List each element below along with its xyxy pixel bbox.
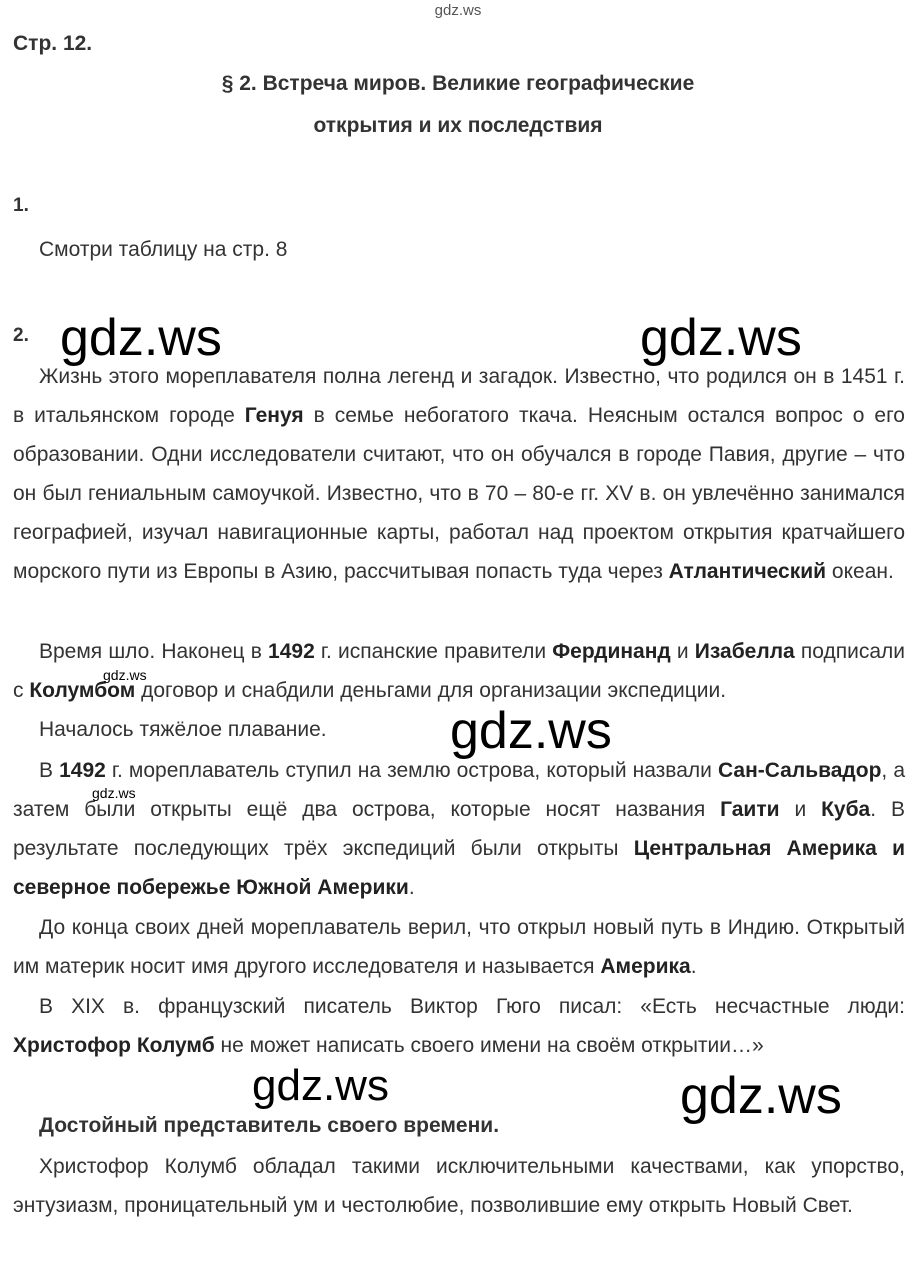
page-label: Стр. 12. bbox=[13, 32, 93, 55]
text-span: и bbox=[670, 640, 695, 663]
text-span: До конца своих дней мореплаватель верил, что открыл новый путь в Индию. Открытый им материк носит имя другого исследователя и называется bbox=[13, 916, 905, 978]
bold-term-central-america: Центральная Америка и северное побережье Южной Америки bbox=[13, 837, 905, 899]
watermark-large: gdz.ws bbox=[680, 1067, 842, 1125]
bold-term-columbus: Колумбом bbox=[29, 679, 136, 702]
paragraph-2 bbox=[13, 632, 905, 710]
bold-term-america: Америка bbox=[600, 955, 691, 978]
text-span: Время шло. Наконец в bbox=[39, 640, 269, 663]
bold-term-isabella: Изабелла bbox=[694, 640, 795, 663]
text-span: г. испанские правители bbox=[314, 640, 553, 663]
text-span: и bbox=[779, 798, 822, 821]
section-title-line-2: открытия и их последствия bbox=[313, 114, 603, 137]
bold-term-san-salvador: Сан-Сальвадор bbox=[717, 759, 882, 782]
paragraph-1 bbox=[13, 357, 905, 591]
question-2-number: 2. bbox=[13, 325, 29, 346]
text-span: В bbox=[39, 759, 60, 782]
watermark-small: gdz.ws bbox=[92, 785, 136, 801]
text-span: океан. bbox=[826, 560, 894, 583]
watermark-large: gdz.ws bbox=[60, 309, 222, 367]
paragraph-6 bbox=[13, 987, 905, 1065]
bold-term-haiti: Гаити bbox=[720, 798, 780, 821]
text-span: Жизнь этого мореплавателя полна легенд и загадок. Известно, что родился он в 1451 г. в итальянском городе bbox=[13, 365, 905, 427]
watermark-small: gdz.ws bbox=[103, 667, 147, 683]
watermark-large: gdz.ws bbox=[640, 309, 802, 367]
paragraph-5 bbox=[13, 908, 905, 986]
paragraph-3: Началось тяжёлое плавание. bbox=[39, 718, 327, 741]
question-1-number: 1. bbox=[13, 195, 29, 216]
bold-term-cuba: Куба bbox=[821, 798, 871, 821]
question-1-answer: Смотри таблицу на стр. 8 bbox=[39, 238, 288, 261]
text-span: В XIX в. французский писатель Виктор Гюго писал: «Есть несчастные люди: bbox=[39, 995, 905, 1018]
subheading: Достойный представитель своего времени. bbox=[39, 1114, 500, 1137]
text-span: в семье небогатого ткача. Неясным остался вопрос о его образовании. Одни исследователи считают, что он обучался в городе Павия, другие – что он был гениальным самоучкой. Известно, что в 70 – 80-е гг. XV в. он увлечённо занимался географией, изучал навигационные карты, работал над проектом открытия кратчайшего морского пути из Европы в Азию, рассчитывая попасть туда через bbox=[13, 404, 905, 583]
text-span: г. мореплаватель ступил на землю острова, который назвали bbox=[105, 759, 718, 782]
text-span: . bbox=[408, 876, 415, 899]
bold-term-atlantic: Атлантический bbox=[668, 560, 827, 583]
text-span: не может написать своего имени на своём открытии…» bbox=[214, 1034, 764, 1057]
bold-term-christopher-columbus: Христофор Колумб bbox=[13, 1034, 215, 1057]
paragraph-7: Христофор Колумб обладал такими исключительными качествами, как упорство, энтузиазм, проницательный ум и честолюбие, позволившие ему открыть Новый Свет. bbox=[13, 1155, 905, 1217]
bold-year: 1492 bbox=[268, 640, 315, 663]
text-span: , а затем были открыты ещё два острова, которые носят названия bbox=[13, 759, 905, 821]
text-span: . bbox=[690, 955, 697, 978]
text-span: . В результате последующих трёх экспедиций были открыты bbox=[13, 798, 905, 860]
bold-year: 1492 bbox=[59, 759, 106, 782]
paragraph-4 bbox=[13, 751, 905, 907]
bold-term-ferdinand: Фердинанд bbox=[552, 640, 671, 663]
watermark-large: gdz.ws bbox=[450, 702, 612, 760]
text-span: подписали с bbox=[13, 640, 905, 702]
bold-term-genoa: Генуя bbox=[244, 404, 304, 427]
text-span: договор и снабдили деньгами для организации экспедиции. bbox=[135, 679, 727, 702]
watermark-large: gdz.ws bbox=[252, 1061, 389, 1110]
watermark-top: gdz.ws bbox=[434, 2, 482, 19]
section-title-line-1: § 2. Встреча миров. Великие географические bbox=[221, 72, 695, 95]
